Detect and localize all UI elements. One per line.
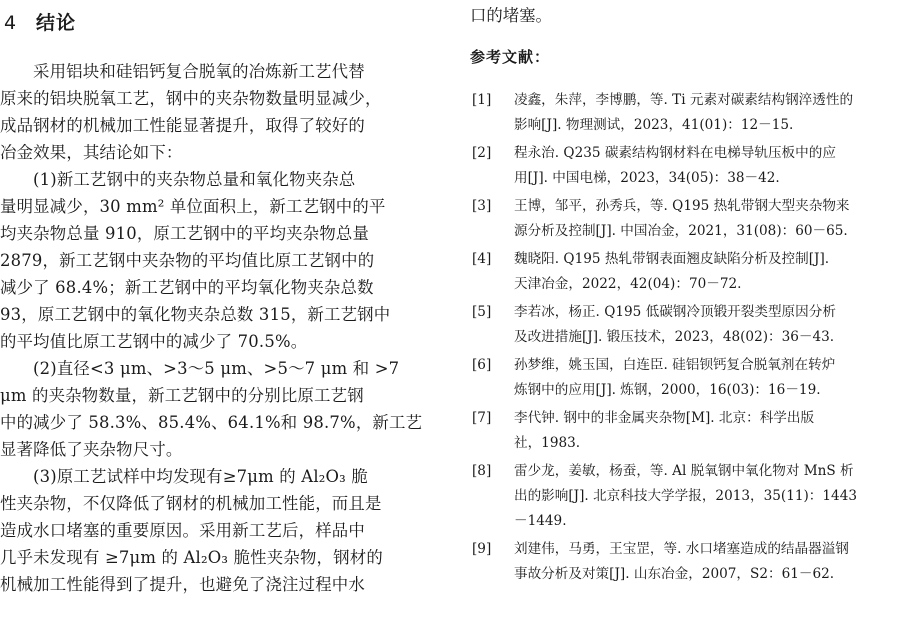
- reference-index: [2]: [472, 145, 492, 161]
- text-line: 性夹杂物，不仅降低了钢材的机械加工性能，而且是: [0, 494, 382, 513]
- reference-item: [470, 300, 900, 350]
- reference-item: [470, 194, 900, 244]
- reference-index: [7]: [472, 410, 492, 426]
- reference-item: [470, 141, 900, 191]
- text-line: 冶金效果，其结论如下：: [0, 143, 183, 162]
- reference-item: [470, 537, 900, 587]
- text-line: 造成水口堵塞的重要原因。采用新工艺后，样品中: [0, 521, 365, 540]
- reference-index: [8]: [472, 463, 492, 479]
- text-line: (2)直径<3 μm、>3～5 μm、>5～7 μm 和 >7: [33, 359, 400, 378]
- reference-index: [9]: [472, 541, 492, 557]
- reference-index: [1]: [472, 92, 492, 108]
- paragraph-conclusion-1: [0, 166, 436, 355]
- text-line: 2879，新工艺钢中夹杂物的平均值比原工艺钢中的: [0, 251, 375, 270]
- reference-line: 凌鑫，朱萍，李博鹏，等. Ti 元素对碳素结构钢淬透性的: [514, 92, 854, 108]
- reference-line: 孙梦维，姚玉国，白连臣. 硅铝钡钙复合脱氧剂在转炉: [514, 357, 836, 373]
- text-line: (3)原工艺试样中均发现有≥7μm 的 Al₂O₃ 脆: [33, 467, 368, 486]
- reference-line: 社，1983.: [514, 435, 581, 451]
- section-heading: [4, 8, 76, 35]
- section-title: 结论: [36, 12, 77, 34]
- paragraph-intro: [0, 58, 436, 166]
- reference-list: [470, 88, 900, 590]
- reference-index: [6]: [472, 357, 492, 373]
- reference-line: 魏晓阳. Q195 热轧带钢表面翘皮缺陷分析及控制[J].: [514, 251, 830, 267]
- text-line: 减少了 68.4%；新工艺钢中的平均氧化物夹杂总数: [0, 278, 374, 297]
- reference-line: 及改进措施[J]. 锻压技术，2023，48(02)：36－43.: [514, 329, 835, 345]
- text-line: 原来的铝块脱氧工艺，钢中的夹杂物数量明显减少，: [0, 89, 382, 108]
- text-line: 成品钢材的机械加工性能显著提升，取得了较好的: [0, 116, 365, 135]
- reference-line: 天津冶金，2022，42(04)：70－72.: [514, 276, 742, 292]
- text-line: μm 的夹杂物数量，新工艺钢中的分别比原工艺钢: [0, 386, 364, 405]
- reference-item: [470, 459, 900, 534]
- text-line: 机械加工性能得到了提升，也避免了浇注过程中水: [0, 575, 365, 594]
- reference-line: 源分析及控制[J]. 中国冶金，2021，31(08)：60－65.: [514, 223, 848, 239]
- continuation-text: 口的堵塞。: [470, 6, 552, 25]
- reference-line: 李若冰，杨正. Q195 低碳钢冷顶锻开裂类型原因分析: [514, 304, 836, 320]
- text-line: 的平均值比原工艺钢中的减少了 70.5%。: [0, 332, 308, 351]
- reference-line: 用[J]. 中国电梯，2023，34(05)：38－42.: [514, 170, 780, 186]
- reference-line: 炼钢中的应用[J]. 炼钢，2000，16(03)：16－19.: [514, 382, 821, 398]
- reference-index: [4]: [472, 251, 492, 267]
- paragraph-conclusion-3: [0, 463, 436, 598]
- reference-item: [470, 247, 900, 297]
- reference-item: [470, 406, 900, 456]
- reference-index: [5]: [472, 304, 492, 320]
- paragraph-conclusion-2: [0, 355, 436, 463]
- reference-index: [3]: [472, 198, 492, 214]
- text-line: 中的减少了 58.3%、85.4%、64.1%和 98.7%，新工艺: [0, 413, 423, 432]
- reference-item: [470, 353, 900, 403]
- reference-line: 雷少龙，姜敏，杨蚕，等. Al 脱氧钢中氧化物对 MnS 析: [514, 463, 854, 479]
- reference-line: 程永治. Q235 碳素结构钢材料在电梯导轨压板中的应: [514, 145, 836, 161]
- section-number: 4: [4, 12, 18, 34]
- text-line: 均夹杂物总量 910，原工艺钢中的平均夹杂物总量: [0, 224, 370, 243]
- text-line: 显著降低了夹杂物尺寸。: [0, 440, 183, 459]
- text-line: (1)新工艺钢中的夹杂物总量和氧化物夹杂总: [33, 170, 356, 189]
- references-heading: 参考文献：: [470, 48, 551, 66]
- reference-line: 王博，邹平，孙秀兵，等. Q195 热轧带钢大型夹杂物来: [514, 198, 850, 214]
- reference-line: －1449.: [514, 513, 567, 529]
- reference-line: 事故分析及对策[J]. 山东冶金，2007，S2：61－62.: [514, 566, 835, 582]
- reference-item: [470, 88, 900, 138]
- text-line: 量明显减少，30 mm² 单位面积上，新工艺钢中的平: [0, 197, 386, 216]
- text-line: 采用铝块和硅铝钙复合脱氧的冶炼新工艺代替: [33, 62, 365, 81]
- reference-line: 李代钟. 钢中的非金属夹杂物[M]. 北京：科学出版: [514, 410, 815, 426]
- text-line: 93，原工艺钢中的氧化物夹杂总数 315，新工艺钢中: [0, 305, 391, 324]
- reference-line: 刘建伟，马勇，王宝罡，等. 水口堵塞造成的结晶器溢钢: [514, 541, 849, 557]
- reference-line: 影响[J]. 物理测试，2023，41(01)：12－15.: [514, 117, 794, 133]
- text-line: 几乎未发现有 ≥7μm 的 Al₂O₃ 脆性夹杂物，钢材的: [0, 548, 383, 567]
- reference-line: 出的影响[J]. 北京科技大学学报，2013，35(11)：1443: [514, 488, 857, 504]
